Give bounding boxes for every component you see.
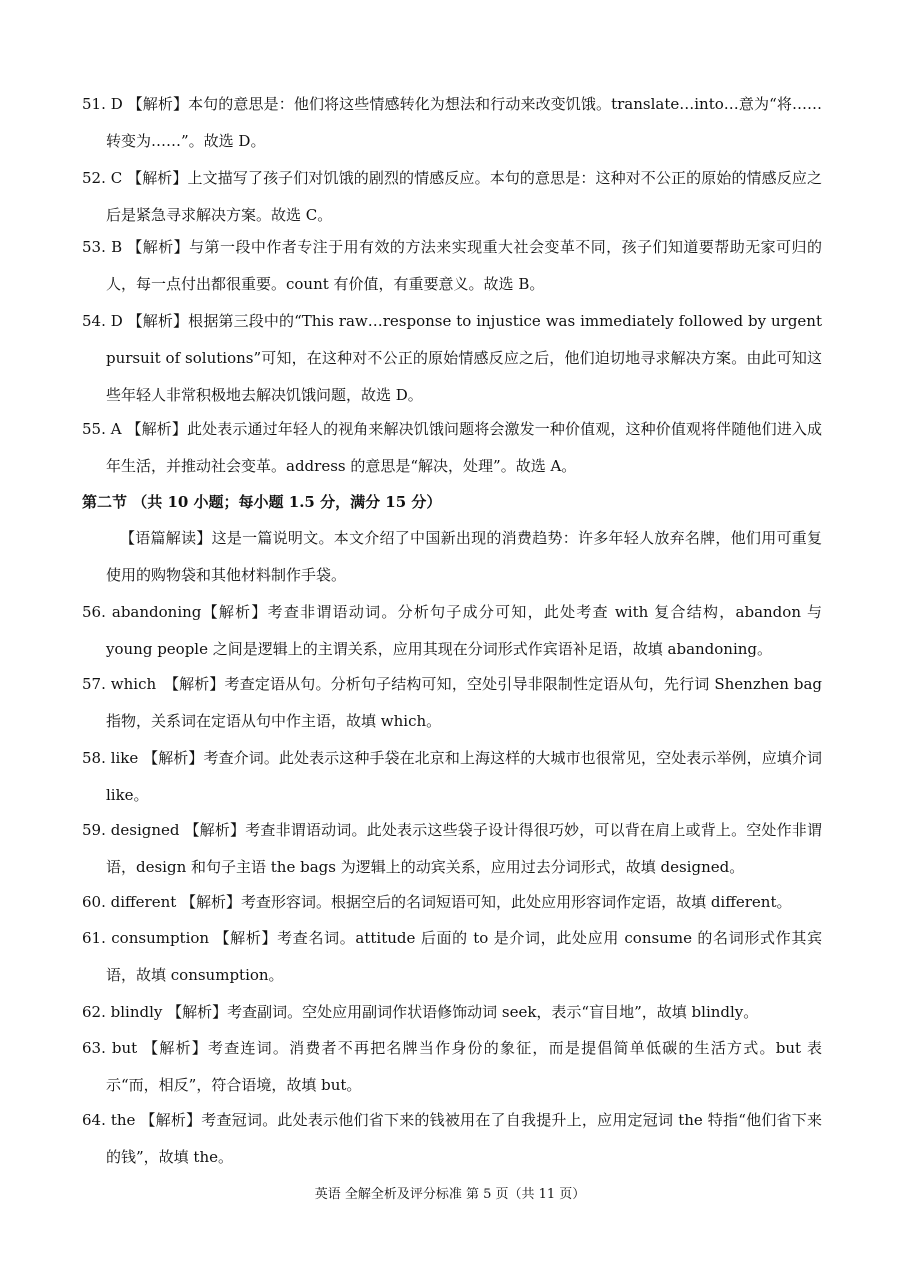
passage-intro: 【语篇解读】这是一篇说明文。本文介绍了中国新出现的消费趋势：许多年轻人放弃名牌，他们用可重复使用的购物袋和其他材料制作手袋。	[106, 529, 822, 584]
answer-text: 61. consumption 【解析】考查名词。attitude 后面的 to 是介词，此处应用 consume 的名词形式作其宾语，故填 consumption。	[82, 929, 822, 984]
answer-text: 56. abandoning【解析】考查非谓语动词。分析句子成分可知，此处考查 with 复合结构，abandon 与 young people 之间是逻辑上的主谓关系，应用其现在分词形式作宾语补足语，故填 abandoning。	[82, 603, 822, 658]
answer-item-57	[82, 666, 822, 740]
answer-item-62	[82, 994, 822, 1031]
answer-item-64	[82, 1102, 822, 1176]
answer-text: 53. B 【解析】与第一段中作者专注于用有效的方法来实现重大社会变革不同，孩子们知道要帮助无家可归的人，每一点付出都很重要。count 有价值，有重要意义。故选 B。	[82, 238, 822, 293]
answer-text: 51. D 【解析】本句的意思是：他们将这些情感转化为想法和行动来改变饥饿。translate…into…意为“将……转变为……”。故选 D。	[82, 95, 822, 150]
answer-text: 57. which 【解析】考查定语从句。分析句子结构可知，空处引导非限制性定语从句，先行词 Shenzhen bag 指物，关系词在定语从句中作主语，故填 which。	[82, 675, 822, 730]
answer-item-51	[82, 86, 822, 160]
answer-item-54	[82, 303, 822, 414]
answer-item-58	[82, 740, 822, 814]
answer-item-53	[82, 229, 822, 303]
answer-text: 63. but 【解析】考查连词。消费者不再把名牌当作身份的象征，而是提倡简单低碳的生活方式。but 表示“而，相反”，符合语境，故填 but。	[82, 1039, 822, 1094]
answer-text: 58. like 【解析】考查介词。此处表示这种手袋在北京和上海这样的大城市也很常见，空处表示举例，应填介词 like。	[82, 749, 822, 804]
section-heading: 第二节 （共 10 小题；每小题 1.5 分，满分 15 分）	[82, 493, 442, 511]
answer-item-60	[82, 884, 822, 921]
answer-item-63	[82, 1030, 822, 1104]
answer-text: 54. D 【解析】根据第三段中的“This raw…response to injustice was immediately followed by urgent pursuit of solutions”可知，在这种对不公正的原始情感反应之后，他们迫切地寻求解决方案。由此可知这些年轻人非常积极地去解决饥饿问题，故选 D。	[82, 312, 822, 404]
answer-text: 52. C 【解析】上文描写了孩子们对饥饿的剧烈的情感反应。本句的意思是：这种对不公正的原始的情感反应之后是紧急寻求解决方案。故选 C。	[82, 169, 822, 224]
answer-text: 64. the 【解析】考查冠词。此处表示他们省下来的钱被用在了自我提升上，应用定冠词 the 特指“他们省下来的钱”，故填 the。	[82, 1111, 822, 1166]
answer-item-61	[82, 920, 822, 994]
answer-text: 55. A 【解析】此处表示通过年轻人的视角来解决饥饿问题将会激发一种价值观，这种价值观将伴随他们进入成年生活，并推动社会变革。address 的意思是“解决，处理”。故选 A。	[82, 420, 822, 475]
answer-item-55	[82, 411, 822, 485]
answer-item-52	[82, 160, 822, 234]
answer-text: 60. different 【解析】考查形容词。根据空后的名词短语可知，此处应用形容词作定语，故填 different。	[82, 893, 792, 911]
answer-item-59	[82, 812, 822, 886]
answer-text: 62. blindly 【解析】考查副词。空处应用副词作状语修饰动词 seek，表示“盲目地”，故填 blindly。	[82, 1003, 759, 1021]
answer-text: 59. designed 【解析】考查非谓语动词。此处表示这些袋子设计得很巧妙，可以背在肩上或背上。空处作非谓语，design 和句子主语 the bags 为逻辑上的动宾关系，应用过去分词形式，故填 designed。	[82, 821, 822, 876]
answer-item-56	[82, 594, 822, 668]
page-footer: 英语 全解全析及评分标准 第 5 页（共 11 页）	[314, 1187, 586, 1202]
